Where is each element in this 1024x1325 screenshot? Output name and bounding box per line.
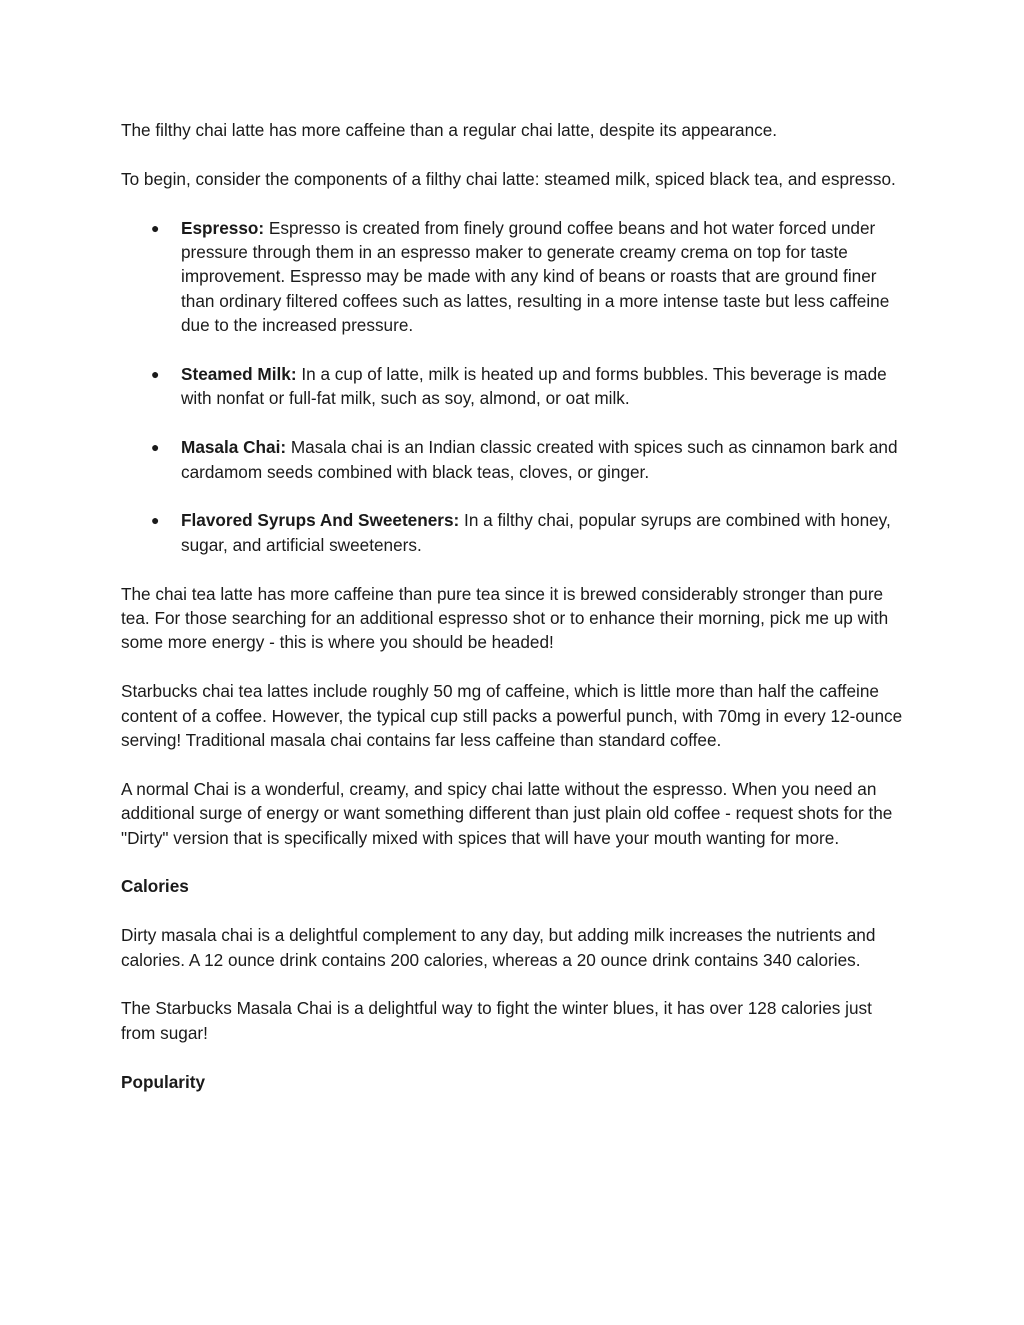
document-page — [121, 118, 911, 1118]
list-item — [121, 216, 911, 338]
list-item-desc: In a filthy chai, popular syrups are combined with honey, sugar, and artificial sweeteners. — [181, 510, 891, 555]
intro-paragraph-1: The filthy chai latte has more caffeine than a regular chai latte, despite its appearance. — [121, 120, 778, 140]
list-item-term: Masala Chai: — [181, 437, 287, 458]
list-item — [121, 508, 911, 557]
popularity-heading: Popularity — [121, 1071, 206, 1092]
list-item-term: Flavored Syrups And Sweeteners: — [181, 510, 460, 531]
bullet-icon: ● — [151, 512, 160, 529]
bullet-icon: ● — [151, 219, 160, 236]
bullet-icon: ● — [151, 439, 160, 456]
list-item-desc: In a cup of latte, milk is heated up and forms bubbles. This beverage is made with nonfat or full-fat milk, such as soy, almond, or oat milk. — [181, 364, 887, 409]
list-item-term: Espresso: — [181, 217, 265, 238]
body-paragraph-4: Starbucks chai tea lattes include roughly 50 mg of caffeine, which is little more than half the caffeine content of a coffee. However, the typical cup still packs a powerful punch, with 70mg in every 12-ounce serving! Traditional masala chai contains far less caffeine than standard coffee. — [121, 681, 903, 751]
list-item-desc: Espresso is created from finely ground coffee beans and hot water forced under pressure through them in an espresso maker to generate creamy crema on top for taste improvement. Espresso may be made with any kind of beans or roasts that are ground finer than ordinary filtered coffees such as lattes, resulting in a more intense taste but less caffeine due to the increased pressure. — [181, 217, 890, 336]
intro-paragraph-2: To begin, consider the components of a filthy chai latte: steamed milk, spiced black tea, and espresso. — [121, 168, 896, 189]
components-list — [121, 216, 911, 558]
calories-paragraph-1: Dirty masala chai is a delightful complement to any day, but adding milk increases the nutrients and calories. A 12 ounce drink contains 200 calories, whereas a 20 ounce drink contains 340 calories. — [121, 925, 876, 970]
list-item — [121, 435, 911, 484]
body-paragraph-5: A normal Chai is a wonderful, creamy, and spicy chai latte without the espresso. When you need an additional surge of energy or want something different than just plain old coffee - request shots for the "Dirty" version that is specifically mixed with spices that will have your mouth wanting for more. — [121, 778, 893, 848]
calories-paragraph-2: The Starbucks Masala Chai is a delightful way to fight the winter blues, it has over 128 calories just from sugar! — [121, 998, 872, 1043]
list-item-term: Steamed Milk: — [181, 364, 297, 385]
list-item-desc: Masala chai is an Indian classic created with spices such as cinnamon bark and cardamom seeds combined with black teas, cloves, or ginger. — [181, 437, 898, 482]
calories-heading: Calories — [121, 876, 189, 897]
list-item — [121, 362, 911, 411]
body-paragraph-3: The chai tea latte has more caffeine than pure tea since it is brewed considerably stronger than pure tea. For those searching for an additional espresso shot or to enhance their morning, pick me up with some more energy - this is where you should be headed! — [121, 583, 889, 653]
bullet-icon: ● — [151, 366, 160, 383]
